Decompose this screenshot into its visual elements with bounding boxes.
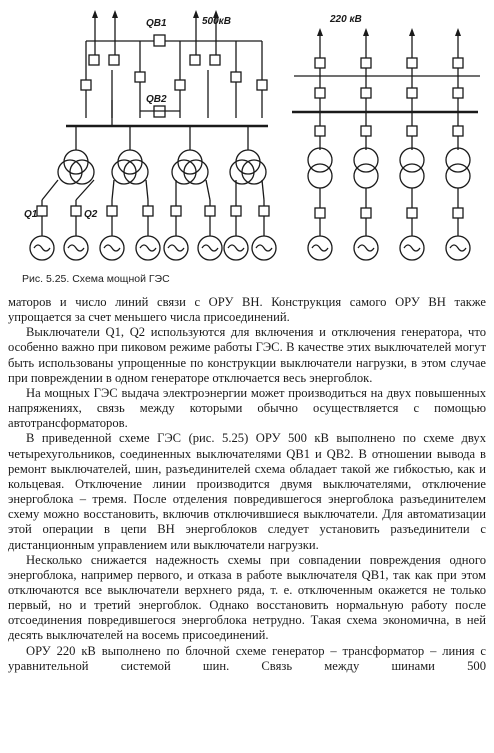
paragraph: В приведенной схеме ГЭС (рис. 5.25) ОРУ 500 кВ выполнено по схеме двух четырехугольников, соединенных выключателями QB1 и QB2. В отношении вывода в ремонт выключателей, шин, разъединителей схема обладает такой же гибкостью, как и кольцевая. Отключение линии производится двумя выключателями, отключение энергоблока – тремя. После отделения повредившегося энергоблока разъединителем схему можно восстановить, включив отключившиеся выключатели. Для автоматизации этой операции в цепи ВН энергоблоков следует установить разъединители с дистанционным управлением или выключатели нагрузки. [8, 431, 486, 552]
figure-caption: Рис. 5.25. Схема мощной ГЭС [22, 273, 170, 285]
breaker-qb1 [154, 35, 165, 46]
paragraph: ОРУ 220 кВ выполнено по блочной схеме генератор – трансформатор – линия с уравнительной системой шин. Связь между шинами 500 [8, 643, 486, 673]
unit-500-3 [164, 126, 222, 260]
label-220kv: 220 кВ [330, 14, 362, 25]
paragraph: На мощных ГЭС выдача электроэнергии может производиться на двух повышенных напряжениях, связь между которыми обычно осуществляется с помощью автотрансформаторов. [8, 385, 486, 431]
power-plant-schematic [0, 0, 494, 290]
units-220kv [308, 148, 470, 260]
paragraph: маторов и число линий связи с ОРУ ВН. Конструкция самого ОРУ ВН также упрощается за счет меньшего числа присоединений. [8, 295, 486, 325]
label-500kv: 500кВ [202, 16, 231, 27]
body-text [8, 295, 486, 674]
unit-500-2 [100, 126, 160, 260]
unit-500-1 [30, 126, 94, 260]
lines-220kv [320, 34, 458, 150]
label-qb1: QB1 [146, 18, 167, 29]
paragraph: Несколько снижается надежность схемы при совпадении повреждения одного энергоблока, например первого, и отказа в работе выключателя QB1, так как при этом отключаются все выключатели верхнего ряда, т. е. отключенным окажется не только первый, но и третий энергоблок. Однако восстановить нормальную работу после отсоединения повредившегося энергоблока нетрудно. Такая схема экономична, в ней десять выключателей на восемь присоединений. [8, 552, 486, 643]
label-q1: Q1 [24, 209, 38, 220]
label-q2: Q2 [84, 209, 98, 220]
label-qb2: QB2 [146, 94, 167, 105]
unit-500-4 [224, 126, 276, 260]
paragraph: Выключатели Q1, Q2 используются для включения и отключения генератора, что особенно важно при пиковом режиме работы ГЭС. В качестве этих выключателей могут быть использованы упрощенные по конструкции выключатели нагрузки, в этом случае при повреждении в одном генераторе отключается весь энергоблок. [8, 325, 486, 385]
